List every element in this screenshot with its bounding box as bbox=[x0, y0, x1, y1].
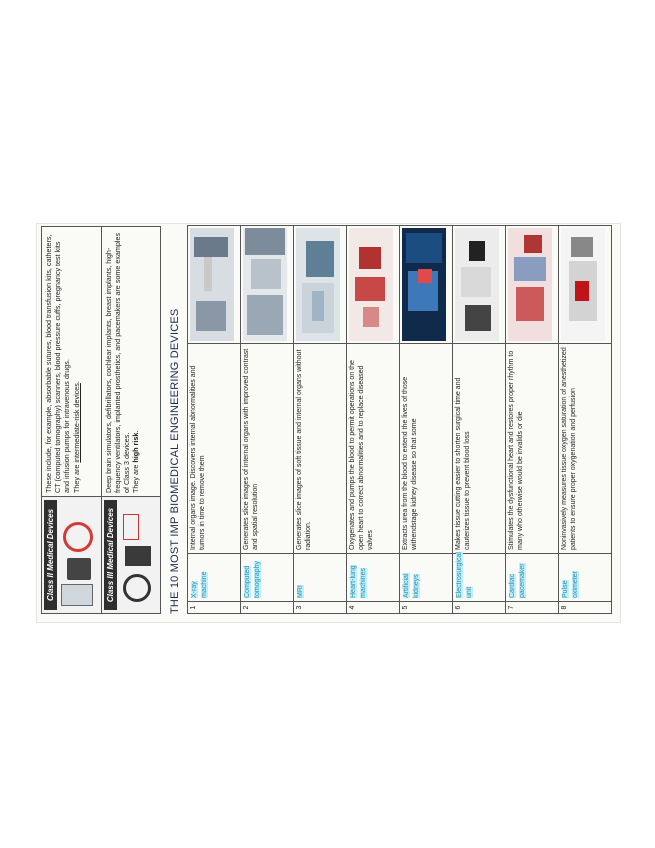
scanned-document-page bbox=[37, 224, 620, 622]
device-number: 6 bbox=[453, 602, 506, 614]
pacemaker-icon bbox=[123, 514, 139, 540]
class-ii-text: These include, for example, absorbable sutures, blood transfusion kits, catheters, CT (computed tomography) scanners, blood pressure cuffs, pregnancy test kits and infusion pumps for intravenous drugs. bbox=[44, 234, 72, 493]
device-description: Oxygenates and pumps the blood to permit operations on the open heart to correct abnormalities and to replace diseased valves bbox=[347, 344, 400, 554]
class-iii-row bbox=[101, 227, 161, 614]
device-image bbox=[559, 226, 612, 344]
photo-shape bbox=[245, 228, 285, 255]
device-photo bbox=[561, 228, 605, 341]
photo-shape bbox=[306, 241, 334, 277]
photo-shape bbox=[575, 281, 589, 301]
table-row bbox=[453, 226, 506, 614]
device-name: X-ray machine bbox=[191, 571, 208, 598]
device-photo bbox=[296, 228, 340, 341]
table-row bbox=[294, 226, 347, 614]
class-iii-risk bbox=[131, 230, 140, 493]
device-name: Heart-lung machines bbox=[350, 565, 367, 598]
device-description: Generates slice images of internal organs with improved contrast and spatial resolution bbox=[241, 344, 294, 554]
device-image bbox=[294, 226, 347, 344]
device-photo bbox=[455, 228, 499, 341]
device-number: 5 bbox=[400, 602, 453, 614]
device-photo bbox=[190, 228, 234, 341]
photo-shape bbox=[312, 291, 324, 321]
device-name: Pulse oximeter bbox=[562, 571, 579, 598]
device-name-cell bbox=[506, 554, 559, 602]
photo-shape bbox=[251, 259, 281, 289]
photo-shape bbox=[469, 241, 485, 261]
photo-shape bbox=[571, 237, 593, 257]
device-photo bbox=[243, 228, 287, 341]
pregnancy-test-icon bbox=[61, 584, 93, 606]
table-row bbox=[188, 226, 241, 614]
risk-prefix: They are bbox=[131, 462, 141, 493]
device-name: Artificial kidneys bbox=[403, 573, 420, 598]
table-row bbox=[559, 226, 612, 614]
device-image bbox=[241, 226, 294, 344]
device-name: Cardiac pacemaker bbox=[509, 563, 526, 598]
photo-shape bbox=[524, 235, 542, 253]
device-description: Extracts urea from the blood to extend the lives of those withendstage kidney disease so that some bbox=[400, 344, 453, 554]
photo-shape bbox=[465, 305, 491, 331]
device-photo bbox=[402, 228, 446, 341]
device-photo bbox=[349, 228, 393, 341]
device-name-cell bbox=[294, 554, 347, 602]
class-ii-description bbox=[42, 227, 102, 497]
class-iii-image bbox=[101, 497, 161, 614]
device-description: Noninvasively measures tissue oxygen saturation of anesthetized patients to ensure proper oxygenation and perfusion bbox=[559, 344, 612, 554]
infusion-pump-icon bbox=[67, 558, 91, 580]
risk-level: intermediate-risk devices bbox=[71, 383, 81, 463]
photo-shape bbox=[461, 267, 491, 297]
device-image bbox=[400, 226, 453, 344]
defibrillator-icon bbox=[125, 546, 151, 566]
table-row bbox=[347, 226, 400, 614]
photo-shape bbox=[418, 269, 432, 283]
class-ii-risk bbox=[72, 230, 81, 493]
device-name-cell bbox=[241, 554, 294, 602]
photo-shape bbox=[247, 295, 283, 335]
table-row bbox=[241, 226, 294, 614]
photo-shape bbox=[363, 307, 379, 327]
device-description: Generates slice images of soft tissue and internal organs without radiation. bbox=[294, 344, 347, 554]
photo-shape bbox=[359, 247, 381, 269]
class-ii-device-illustration bbox=[59, 500, 95, 610]
table-row bbox=[400, 226, 453, 614]
device-name-cell bbox=[400, 554, 453, 602]
risk-level: high risk bbox=[131, 432, 141, 463]
photo-shape bbox=[194, 237, 228, 257]
device-number: 1 bbox=[188, 602, 241, 614]
blood-pressure-cuff-icon bbox=[63, 522, 93, 552]
table-row bbox=[506, 226, 559, 614]
device-image bbox=[188, 226, 241, 344]
photo-shape bbox=[514, 257, 546, 281]
device-image bbox=[347, 226, 400, 344]
device-name-cell bbox=[559, 554, 612, 602]
device-name-cell bbox=[188, 554, 241, 602]
device-description: Internal organs image. Discovers internal abnormalities and tumors in time to remove them bbox=[188, 344, 241, 554]
device-number: 4 bbox=[347, 602, 400, 614]
device-description: Makes tissue cutting easier to shorten surgical time and cauterizes tissue to prevent blood loss bbox=[453, 344, 506, 554]
device-number: 8 bbox=[559, 602, 612, 614]
photo-shape bbox=[196, 301, 226, 331]
device-number: 7 bbox=[506, 602, 559, 614]
cochlear-implant-icon bbox=[123, 574, 151, 602]
risk-suffix: . bbox=[131, 430, 141, 433]
device-description: Stimulates the dysfunctional heart and restores proper rhythm to many who otherwise would be invalids or die bbox=[506, 344, 559, 554]
device-image bbox=[506, 226, 559, 344]
class-iii-banner: Class III Medical Devices bbox=[104, 500, 117, 610]
device-number: 3 bbox=[294, 602, 347, 614]
class-iii-device-illustration bbox=[119, 500, 155, 610]
device-name: MRI bbox=[297, 585, 304, 598]
photo-shape bbox=[355, 277, 385, 301]
device-photo bbox=[508, 228, 552, 341]
photo-shape bbox=[406, 233, 442, 263]
device-number: 2 bbox=[241, 602, 294, 614]
section-title: THE 10 MOST IMP BIOMEDICAL ENGINEERING DEVICES bbox=[169, 308, 181, 614]
class-ii-banner: Class II Medical Devices bbox=[44, 500, 57, 610]
device-name-cell bbox=[453, 554, 506, 602]
device-image bbox=[453, 226, 506, 344]
class-ii-row bbox=[42, 227, 102, 614]
class-iii-text: Deep brain simulators, defibrillators, cochlear implants, breast implants, high-frequency ventilators, implanted prosthetics, and pacemakers are some examples of Class 3 devices. bbox=[103, 232, 131, 493]
class-iii-description bbox=[101, 227, 161, 497]
device-name: Computed tomography bbox=[244, 561, 261, 598]
risk-prefix: They are bbox=[71, 462, 81, 493]
device-name: Electrosurgical unit bbox=[456, 552, 473, 598]
risk-suffix: . bbox=[71, 381, 81, 384]
device-class-table bbox=[41, 226, 161, 614]
device-name-cell bbox=[347, 554, 400, 602]
photo-shape bbox=[516, 287, 544, 321]
class-ii-image bbox=[42, 497, 102, 614]
devices-table bbox=[187, 225, 612, 614]
